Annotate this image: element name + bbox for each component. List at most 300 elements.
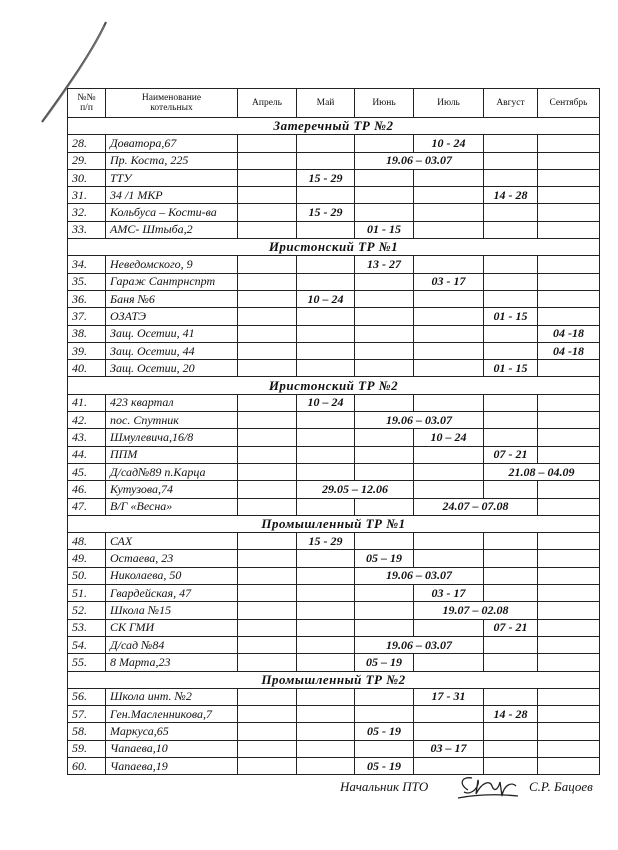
schedule-period: 05 - 19: [355, 757, 414, 774]
empty-month-cell: [297, 342, 355, 359]
table-row: [68, 723, 600, 740]
empty-month-cell: [414, 221, 484, 238]
empty-month-cell: [414, 533, 484, 550]
empty-month-cell: [238, 602, 297, 619]
empty-month-cell: [238, 567, 297, 584]
empty-month-cell: [538, 290, 600, 307]
empty-month-cell: [297, 187, 355, 204]
table-row: [68, 273, 600, 290]
table-row: [68, 152, 600, 169]
table-row: [68, 585, 600, 602]
boiler-name: Доватора,67: [106, 135, 238, 152]
empty-month-cell: [414, 619, 484, 636]
row-number: 55.: [68, 654, 106, 671]
empty-month-cell: [538, 636, 600, 653]
empty-month-cell: [538, 654, 600, 671]
empty-month-cell: [297, 429, 355, 446]
empty-month-cell: [414, 342, 484, 359]
boiler-name: Д/сад№89 п.Карца: [106, 463, 238, 480]
empty-month-cell: [238, 619, 297, 636]
empty-month-cell: [355, 619, 414, 636]
row-number: 56.: [68, 688, 106, 705]
boiler-name: Защ. Осетии, 41: [106, 325, 238, 342]
empty-month-cell: [238, 757, 297, 774]
empty-month-cell: [297, 602, 355, 619]
empty-month-cell: [414, 394, 484, 411]
table-row: [68, 567, 600, 584]
section-header-row: [68, 515, 600, 532]
empty-month-cell: [414, 481, 484, 498]
boiler-name: АМС- Штыба,2: [106, 221, 238, 238]
schedule-period: 14 - 28: [484, 706, 538, 723]
empty-month-cell: [355, 498, 414, 515]
row-number: 51.: [68, 585, 106, 602]
table-row: [68, 187, 600, 204]
empty-month-cell: [355, 688, 414, 705]
row-number: 40.: [68, 360, 106, 377]
empty-month-cell: [538, 723, 600, 740]
schedule-period: 14 - 28: [484, 187, 538, 204]
table-row: [68, 256, 600, 273]
section-header-row: [68, 118, 600, 135]
empty-month-cell: [238, 429, 297, 446]
empty-month-cell: [484, 221, 538, 238]
schedule-period: 07 - 21: [484, 619, 538, 636]
boiler-name: Кутузова,74: [106, 481, 238, 498]
empty-month-cell: [355, 533, 414, 550]
section-header-row: [68, 671, 600, 688]
table-body: [68, 118, 600, 775]
empty-month-cell: [238, 342, 297, 359]
schedule-period: 15 - 29: [297, 204, 355, 221]
empty-month-cell: [355, 394, 414, 411]
boiler-name: ППМ: [106, 446, 238, 463]
schedule-period: 05 – 19: [355, 654, 414, 671]
boiler-schedule-table: [67, 88, 600, 775]
schedule-period: 04 -18: [538, 342, 600, 359]
table-row: [68, 740, 600, 757]
empty-month-cell: [484, 567, 538, 584]
empty-month-cell: [297, 152, 355, 169]
table-row: [68, 290, 600, 307]
empty-month-cell: [297, 706, 355, 723]
schedule-period: 01 - 15: [484, 360, 538, 377]
boiler-name: Защ. Осетии, 20: [106, 360, 238, 377]
empty-month-cell: [238, 394, 297, 411]
boiler-name: Маркуса,65: [106, 723, 238, 740]
empty-month-cell: [538, 308, 600, 325]
empty-month-cell: [297, 463, 355, 480]
empty-month-cell: [484, 135, 538, 152]
empty-month-cell: [297, 619, 355, 636]
table-row: [68, 429, 600, 446]
empty-month-cell: [297, 757, 355, 774]
table-row: [68, 636, 600, 653]
row-number: 31.: [68, 187, 106, 204]
table-row: [68, 204, 600, 221]
schedule-period: 19.06 – 03.07: [355, 567, 484, 584]
header-august: Август: [484, 89, 538, 118]
row-number: 28.: [68, 135, 106, 152]
empty-month-cell: [238, 740, 297, 757]
empty-month-cell: [297, 221, 355, 238]
section-title: Промышленный ТР №2: [68, 671, 600, 688]
row-number: 58.: [68, 723, 106, 740]
boiler-name: Чапаева,19: [106, 757, 238, 774]
empty-month-cell: [355, 135, 414, 152]
table-row: [68, 308, 600, 325]
empty-month-cell: [414, 169, 484, 186]
row-number: 46.: [68, 481, 106, 498]
empty-month-cell: [538, 394, 600, 411]
table-header-row: [68, 89, 600, 118]
header-july: Июль: [414, 89, 484, 118]
empty-month-cell: [484, 688, 538, 705]
empty-month-cell: [414, 463, 484, 480]
section-title: Иристонский ТР №1: [68, 239, 600, 256]
empty-month-cell: [414, 446, 484, 463]
schedule-period: 05 – 19: [355, 550, 414, 567]
empty-month-cell: [355, 446, 414, 463]
schedule-period: 15 - 29: [297, 533, 355, 550]
empty-month-cell: [414, 204, 484, 221]
boiler-name: Гвардейская, 47: [106, 585, 238, 602]
empty-month-cell: [538, 221, 600, 238]
row-number: 52.: [68, 602, 106, 619]
empty-month-cell: [538, 152, 600, 169]
schedule-period: 21.08 – 04.09: [484, 463, 600, 480]
schedule-period: 29.05 – 12.06: [297, 481, 414, 498]
header-june: Июнь: [355, 89, 414, 118]
row-number: 35.: [68, 273, 106, 290]
schedule-period: 03 - 17: [414, 585, 484, 602]
schedule-period: 04 -18: [538, 325, 600, 342]
empty-month-cell: [538, 187, 600, 204]
empty-month-cell: [238, 688, 297, 705]
table-row: [68, 498, 600, 515]
empty-month-cell: [484, 394, 538, 411]
empty-month-cell: [355, 740, 414, 757]
empty-month-cell: [238, 360, 297, 377]
schedule-period: 19.06 – 03.07: [355, 152, 484, 169]
table-row: [68, 221, 600, 238]
empty-month-cell: [538, 429, 600, 446]
table-row: [68, 602, 600, 619]
boiler-name: Защ. Осетии, 44: [106, 342, 238, 359]
empty-month-cell: [484, 290, 538, 307]
boiler-name: Школа инт. №2: [106, 688, 238, 705]
schedule-period: 01 - 15: [355, 221, 414, 238]
section-title: Иристонский ТР №2: [68, 377, 600, 394]
empty-month-cell: [238, 533, 297, 550]
empty-month-cell: [297, 325, 355, 342]
boiler-name: 8 Марта,23: [106, 654, 238, 671]
empty-month-cell: [484, 429, 538, 446]
empty-month-cell: [297, 723, 355, 740]
empty-month-cell: [238, 135, 297, 152]
empty-month-cell: [297, 412, 355, 429]
empty-month-cell: [538, 446, 600, 463]
row-number: 41.: [68, 394, 106, 411]
empty-month-cell: [484, 723, 538, 740]
row-number: 34.: [68, 256, 106, 273]
table-row: [68, 135, 600, 152]
empty-month-cell: [484, 550, 538, 567]
empty-month-cell: [484, 412, 538, 429]
row-number: 49.: [68, 550, 106, 567]
row-number: 54.: [68, 636, 106, 653]
schedule-period: 19.06 – 03.07: [355, 412, 484, 429]
empty-month-cell: [484, 585, 538, 602]
empty-month-cell: [238, 273, 297, 290]
row-number: 37.: [68, 308, 106, 325]
empty-month-cell: [355, 325, 414, 342]
signature-image: [454, 772, 520, 802]
empty-month-cell: [414, 290, 484, 307]
footer-signatory: С.Р. Бацоев: [529, 779, 593, 794]
row-number: 39.: [68, 342, 106, 359]
boiler-name: Гараж Сантрнспрт: [106, 273, 238, 290]
boiler-name: Чапаева,10: [106, 740, 238, 757]
empty-month-cell: [297, 654, 355, 671]
empty-month-cell: [484, 152, 538, 169]
empty-month-cell: [238, 325, 297, 342]
empty-month-cell: [355, 187, 414, 204]
empty-month-cell: [297, 636, 355, 653]
empty-month-cell: [484, 325, 538, 342]
empty-month-cell: [414, 325, 484, 342]
empty-month-cell: [238, 550, 297, 567]
empty-month-cell: [355, 706, 414, 723]
empty-month-cell: [484, 533, 538, 550]
empty-month-cell: [484, 636, 538, 653]
table-row: [68, 550, 600, 567]
row-number: 57.: [68, 706, 106, 723]
row-number: 53.: [68, 619, 106, 636]
schedule-period: 17 - 31: [414, 688, 484, 705]
empty-month-cell: [414, 256, 484, 273]
empty-month-cell: [238, 187, 297, 204]
schedule-period: 13 - 27: [355, 256, 414, 273]
boiler-name: В/Г «Весна»: [106, 498, 238, 515]
empty-month-cell: [238, 481, 297, 498]
empty-month-cell: [355, 290, 414, 307]
empty-month-cell: [238, 446, 297, 463]
schedule-period: 24.07 – 07.08: [414, 498, 538, 515]
empty-month-cell: [484, 654, 538, 671]
empty-month-cell: [484, 342, 538, 359]
empty-month-cell: [538, 602, 600, 619]
empty-month-cell: [297, 498, 355, 515]
empty-month-cell: [355, 429, 414, 446]
empty-month-cell: [538, 169, 600, 186]
empty-month-cell: [484, 256, 538, 273]
empty-month-cell: [238, 256, 297, 273]
footer-position: Начальник ПТО: [340, 779, 429, 794]
empty-month-cell: [297, 273, 355, 290]
empty-month-cell: [238, 204, 297, 221]
empty-month-cell: [297, 740, 355, 757]
section-title: Промышленный ТР №1: [68, 515, 600, 532]
boiler-name: Остаева, 23: [106, 550, 238, 567]
empty-month-cell: [238, 152, 297, 169]
row-number: 33.: [68, 221, 106, 238]
section-header-row: [68, 239, 600, 256]
empty-month-cell: [355, 360, 414, 377]
empty-month-cell: [538, 360, 600, 377]
empty-month-cell: [238, 723, 297, 740]
row-number: 30.: [68, 169, 106, 186]
row-number: 50.: [68, 567, 106, 584]
empty-month-cell: [538, 706, 600, 723]
header-name: Наименование котельных: [106, 89, 238, 118]
empty-month-cell: [414, 654, 484, 671]
boiler-name: Баня №6: [106, 290, 238, 307]
empty-month-cell: [355, 602, 414, 619]
boiler-name: Кольбуса – Кости-ва: [106, 204, 238, 221]
empty-month-cell: [297, 585, 355, 602]
table-row: [68, 412, 600, 429]
empty-month-cell: [538, 204, 600, 221]
schedule-period: 10 – 24: [297, 290, 355, 307]
empty-month-cell: [538, 567, 600, 584]
empty-month-cell: [538, 412, 600, 429]
row-number: 36.: [68, 290, 106, 307]
boiler-name: Шмулевича,16/8: [106, 429, 238, 446]
row-number: 32.: [68, 204, 106, 221]
table-row: [68, 394, 600, 411]
header-num: №№ п/п: [68, 89, 106, 118]
empty-month-cell: [538, 481, 600, 498]
boiler-name: 423 квартал: [106, 394, 238, 411]
empty-month-cell: [538, 688, 600, 705]
empty-month-cell: [414, 723, 484, 740]
empty-month-cell: [538, 498, 600, 515]
empty-month-cell: [297, 446, 355, 463]
empty-month-cell: [297, 688, 355, 705]
schedule-period: 15 - 29: [297, 169, 355, 186]
header-may: Май: [297, 89, 355, 118]
row-number: 48.: [68, 533, 106, 550]
boiler-name: САХ: [106, 533, 238, 550]
boiler-name: ОЗАТЭ: [106, 308, 238, 325]
empty-month-cell: [538, 256, 600, 273]
boiler-name: СК ГМИ: [106, 619, 238, 636]
empty-month-cell: [355, 204, 414, 221]
empty-month-cell: [355, 308, 414, 325]
empty-month-cell: [238, 636, 297, 653]
empty-month-cell: [297, 135, 355, 152]
schedule-period: 05 - 19: [355, 723, 414, 740]
empty-month-cell: [238, 498, 297, 515]
empty-month-cell: [355, 169, 414, 186]
empty-month-cell: [414, 706, 484, 723]
empty-month-cell: [238, 308, 297, 325]
boiler-name: Неведомского, 9: [106, 256, 238, 273]
row-number: 29.: [68, 152, 106, 169]
schedule-period: 10 – 24: [414, 429, 484, 446]
section-header-row: [68, 377, 600, 394]
empty-month-cell: [355, 273, 414, 290]
schedule-period: 03 – 17: [414, 740, 484, 757]
empty-month-cell: [238, 221, 297, 238]
empty-month-cell: [297, 567, 355, 584]
row-number: 45.: [68, 463, 106, 480]
boiler-name: Николаева, 50: [106, 567, 238, 584]
boiler-name: пос. Спутник: [106, 412, 238, 429]
table-row: [68, 169, 600, 186]
empty-month-cell: [355, 585, 414, 602]
schedule-period: 07 - 21: [484, 446, 538, 463]
empty-month-cell: [538, 585, 600, 602]
empty-month-cell: [414, 550, 484, 567]
schedule-period: 10 – 24: [297, 394, 355, 411]
row-number: 42.: [68, 412, 106, 429]
header-september: Сентябрь: [538, 89, 600, 118]
empty-month-cell: [238, 706, 297, 723]
empty-month-cell: [484, 204, 538, 221]
schedule-period: 19.07 – 02.08: [414, 602, 538, 619]
empty-month-cell: [297, 256, 355, 273]
table-row: [68, 342, 600, 359]
table-row: [68, 619, 600, 636]
empty-month-cell: [538, 757, 600, 774]
schedule-period: 19.06 – 03.07: [355, 636, 484, 653]
empty-month-cell: [238, 585, 297, 602]
empty-month-cell: [414, 360, 484, 377]
empty-month-cell: [238, 412, 297, 429]
table-row: [68, 688, 600, 705]
table-row: [68, 706, 600, 723]
empty-month-cell: [297, 360, 355, 377]
empty-month-cell: [355, 342, 414, 359]
boiler-name: Пр. Коста, 225: [106, 152, 238, 169]
table-row: [68, 481, 600, 498]
empty-month-cell: [238, 169, 297, 186]
row-number: 59.: [68, 740, 106, 757]
empty-month-cell: [297, 308, 355, 325]
empty-month-cell: [414, 187, 484, 204]
section-title: Затеречный ТР №2: [68, 118, 600, 135]
row-number: 38.: [68, 325, 106, 342]
table-row: [68, 533, 600, 550]
row-number: 60.: [68, 757, 106, 774]
table-row: [68, 446, 600, 463]
empty-month-cell: [538, 550, 600, 567]
boiler-name: Ген.Масленникова,7: [106, 706, 238, 723]
empty-month-cell: [484, 740, 538, 757]
empty-month-cell: [538, 273, 600, 290]
schedule-period: 10 - 24: [414, 135, 484, 152]
schedule-period: 01 - 15: [484, 308, 538, 325]
boiler-name: ТТУ: [106, 169, 238, 186]
empty-month-cell: [538, 740, 600, 757]
empty-month-cell: [538, 135, 600, 152]
row-number: 47.: [68, 498, 106, 515]
schedule-period: 03 - 17: [414, 273, 484, 290]
row-number: 43.: [68, 429, 106, 446]
header-april: Апрель: [238, 89, 297, 118]
empty-month-cell: [484, 169, 538, 186]
empty-month-cell: [484, 481, 538, 498]
row-number: 44.: [68, 446, 106, 463]
empty-month-cell: [538, 619, 600, 636]
empty-month-cell: [414, 308, 484, 325]
table-row: [68, 360, 600, 377]
table-row: [68, 325, 600, 342]
empty-month-cell: [355, 463, 414, 480]
boiler-name: Д/сад №84: [106, 636, 238, 653]
